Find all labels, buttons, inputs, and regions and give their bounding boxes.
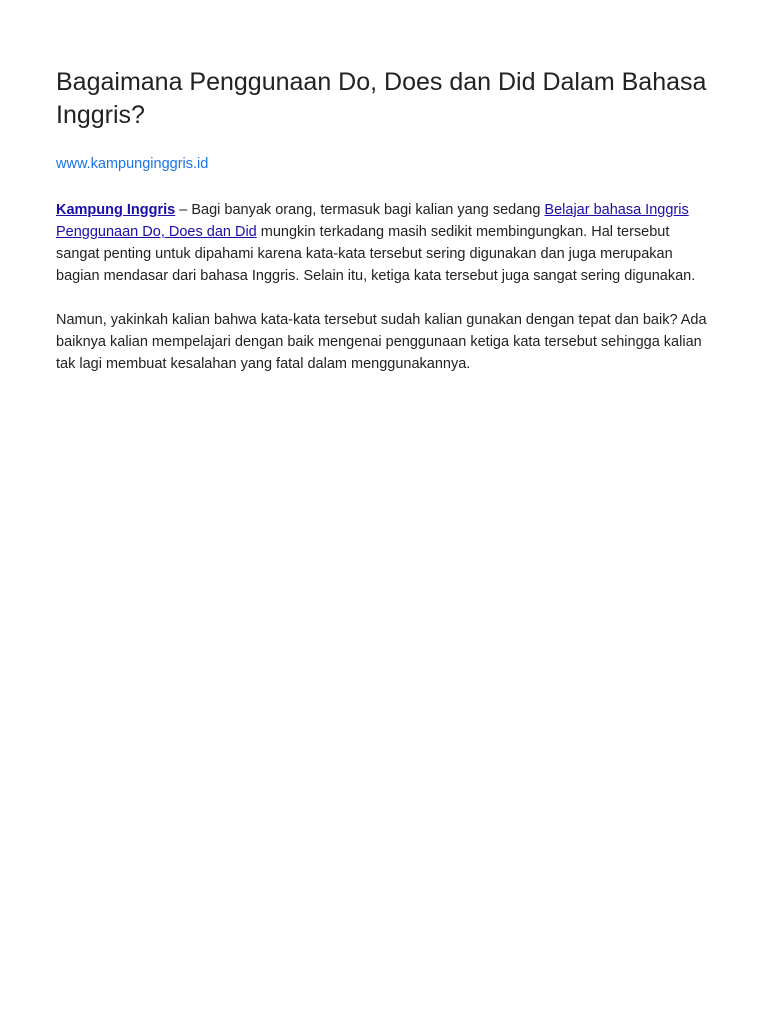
penggunaan-do-does-did-link[interactable]: Penggunaan Do, Does dan Did [56, 224, 257, 240]
belajar-bahasa-inggris-link[interactable]: Belajar bahasa Inggris [544, 202, 689, 218]
document-page [56, 0, 716, 375]
second-paragraph: Namun, yakinkah kalian bahwa kata-kata tersebut sudah kalian gunakan dengan tepat dan baik? Ada baiknya kalian mempelajari dengan baik mengenai penggunaan ketiga kata tersebut sehingga kalian tak lagi membuat kesalahan yang fatal dalam menggunakannya. [56, 312, 707, 372]
intro-paragraph [56, 199, 716, 287]
intro-text-1: – Bagi banyak orang, termasuk bagi kalian yang sedang [175, 202, 545, 218]
intro-text-3: mungkin terkadang masih sedikit membingungkan. Hal tersebut sangat penting untuk dipahami karena kata-kata tersebut sering digunakan dan juga merupakan bagian mendasar dari bahasa Inggris. Selain itu, ketiga kata tersebut juga sangat sering digunakan. [56, 224, 696, 284]
document-title: Bagaimana Penggunaan Do, Does dan Did Dalam Bahasa Inggris? [56, 68, 707, 129]
kampung-inggris-link[interactable]: Kampung Inggris [56, 202, 176, 218]
site-link[interactable]: www.kampunginggris.id [56, 156, 209, 172]
